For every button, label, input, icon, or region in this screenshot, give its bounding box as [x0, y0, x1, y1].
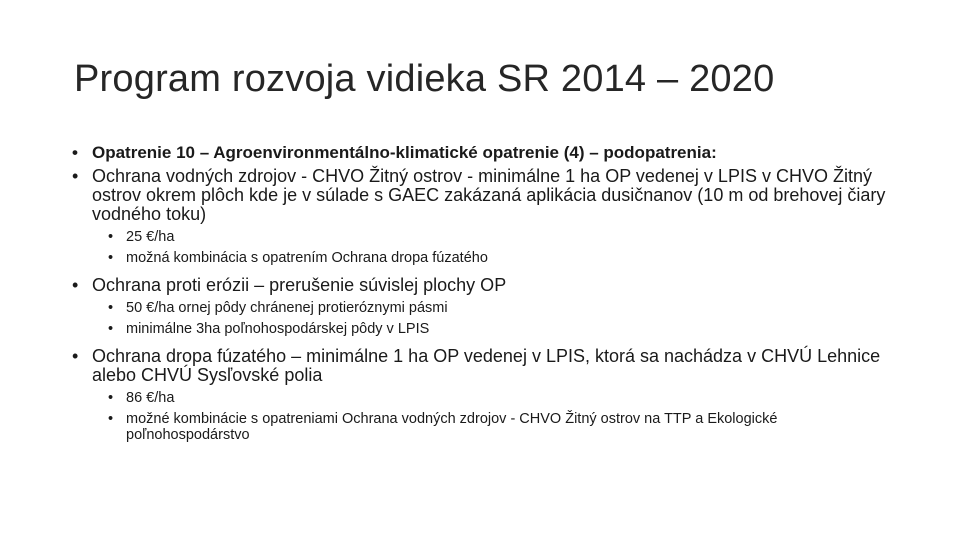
sub-bullet-text: minimálne 3ha poľnohospodárskej pôdy v LPIS — [126, 321, 430, 337]
sub-bullet-item — [108, 390, 892, 406]
sub-bullet-text: 50 €/ha ornej pôdy chránenej protieróznymi pásmi — [126, 300, 448, 316]
bullet-item — [72, 143, 892, 162]
slide-title: Program rozvoja vidieka SR 2014 – 2020 — [74, 58, 775, 100]
sub-bullet-text: 86 €/ha — [126, 390, 175, 406]
bullet-dot: • — [72, 275, 79, 295]
bullet-dot: • — [108, 321, 114, 337]
bullet-text: Ochrana dropa fúzatého – minimálne 1 ha OP vedenej v LPIS, ktorá sa nachádza v CHVÚ Lehnice alebo CHVÚ Sysľovské polia — [92, 346, 881, 385]
bullet-dot: • — [108, 300, 114, 316]
sub-bullet-item — [108, 411, 892, 443]
sub-bullet-item — [108, 321, 892, 337]
bullet-dot: • — [72, 166, 79, 186]
sub-bullet-text: možné kombinácie s opatreniami Ochrana vodných zdrojov - CHVO Žitný ostrov na TTP a Ekologické poľnohospodárstvo — [126, 411, 778, 443]
bullet-text: Ochrana proti erózii – prerušenie súvislej plochy OP — [92, 275, 507, 295]
bullet-item — [72, 276, 892, 295]
bullet-dot: • — [108, 250, 114, 266]
sub-bullet-text: možná kombinácia s opatrením Ochrana dropa fúzatého — [126, 250, 488, 266]
bullet-dot: • — [72, 346, 79, 366]
bullet-dot: • — [108, 390, 114, 406]
slide-body — [72, 143, 892, 448]
bullet-text: Ochrana vodných zdrojov - CHVO Žitný ostrov - minimálne 1 ha OP vedenej v LPIS v CHVO Žitný ostrov okrem plôch kde je v súlade s GAEC zakázaná aplikácia dusičnanov (10 m od brehovej čiary vodného toku) — [92, 166, 886, 224]
bullet-dot: • — [108, 411, 114, 427]
sub-bullet-item — [108, 229, 892, 245]
bullet-dot: • — [108, 229, 114, 245]
bullet-item — [72, 347, 892, 385]
sub-bullet-text: 25 €/ha — [126, 229, 175, 245]
bullet-text: Opatrenie 10 – Agroenvironmentálno-klimatické opatrenie (4) – podopatrenia: — [92, 143, 717, 162]
bullet-item — [72, 167, 892, 224]
bullet-dot: • — [72, 143, 78, 162]
sub-bullet-item — [108, 300, 892, 316]
sub-bullet-item — [108, 250, 892, 266]
